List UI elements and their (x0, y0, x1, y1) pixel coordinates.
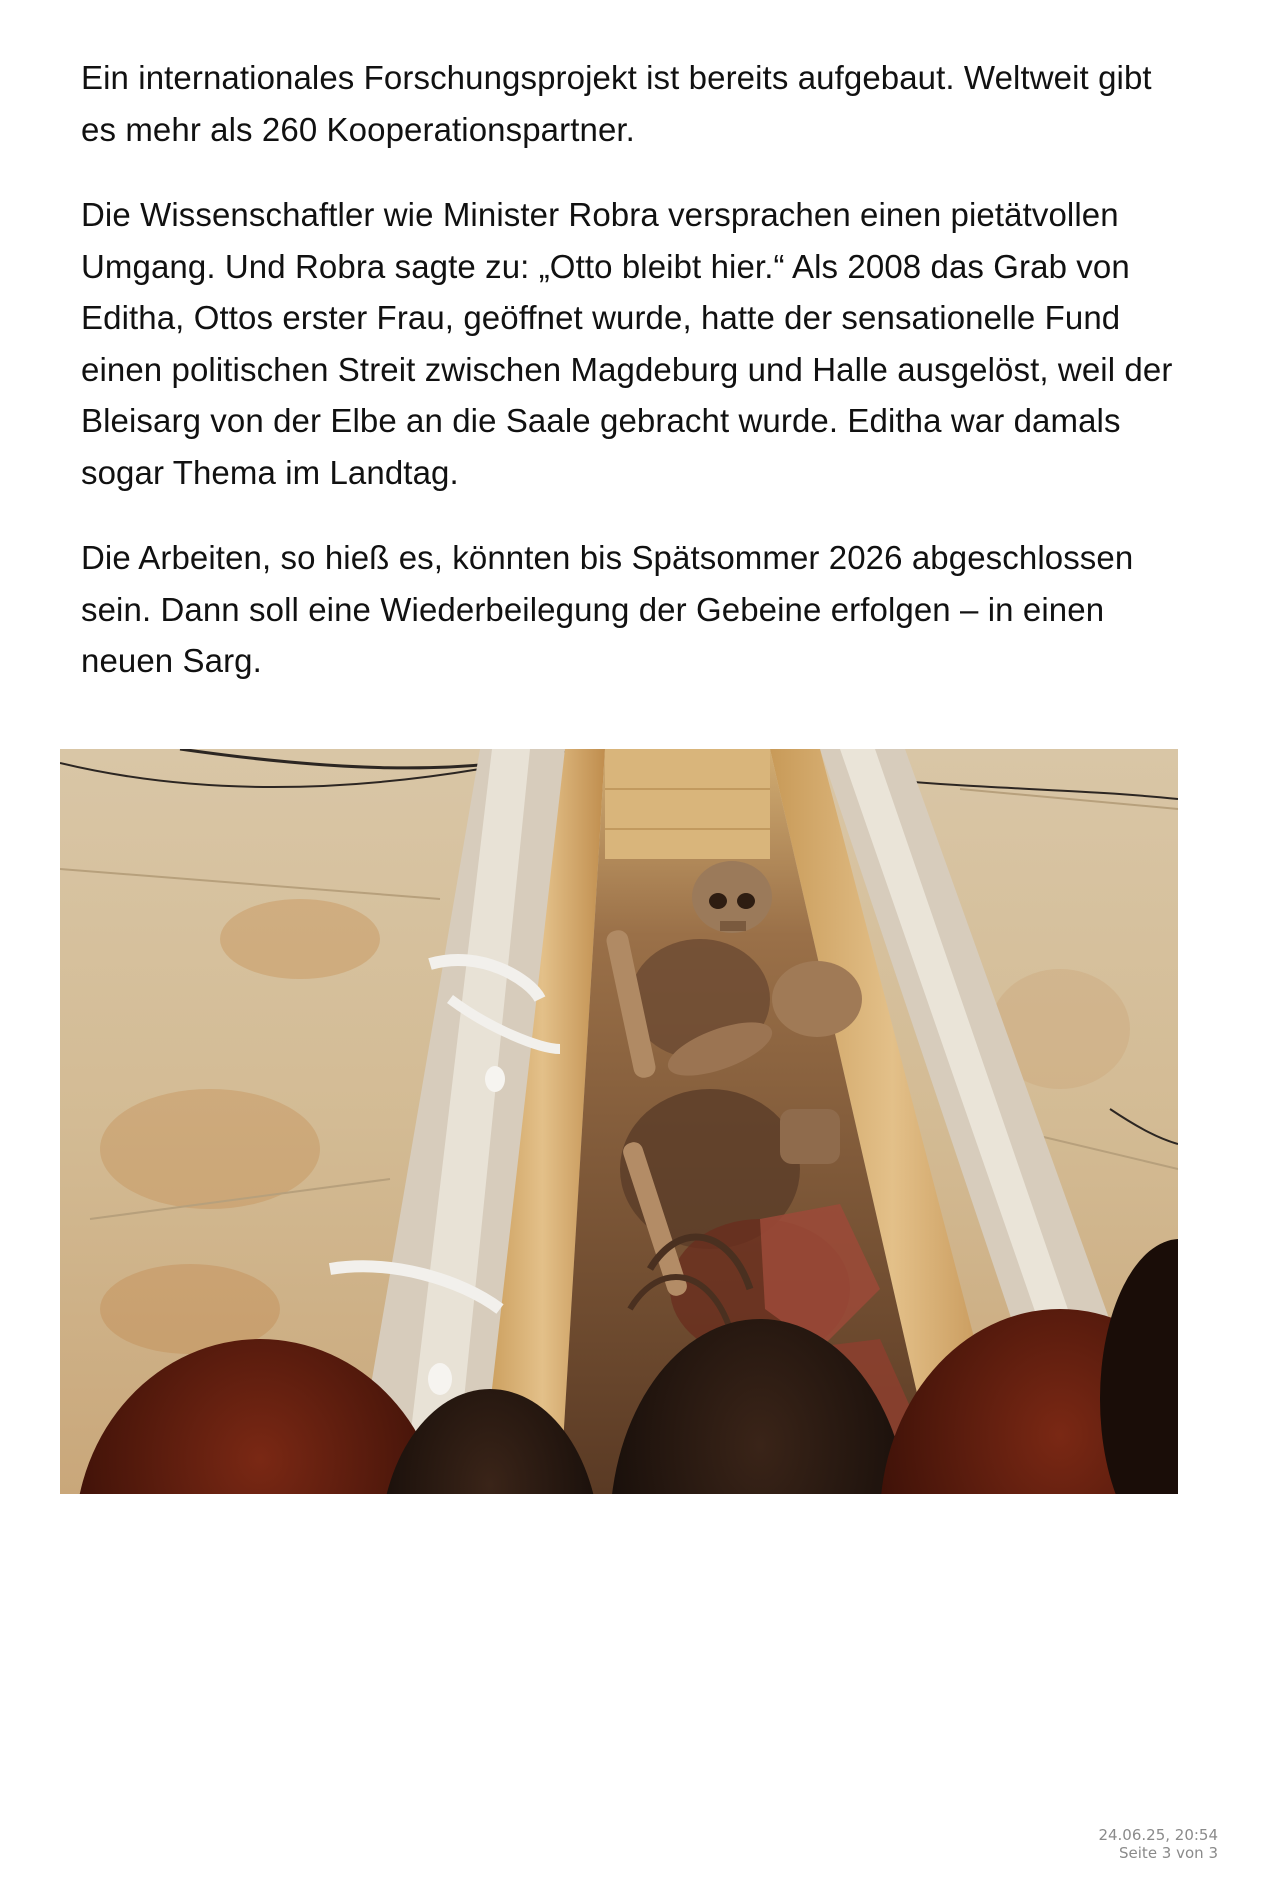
print-timestamp: 24.06.25, 20:54 (1098, 1826, 1218, 1844)
paragraph-2: Die Wissenschaftler wie Minister Robra versprachen einen pietätvollen Umgang. Und Robra sagte zu: „Otto bleibt hier.“ Als 2008 das Grab von Editha, Ottos erster Frau, geöffnet wurde, hatte der sensationelle Fund einen politischen Streit zwischen Magdeburg und Halle ausgelöst, weil der Bleisarg von der Elbe an die Saale gebracht wurde. Editha war damals sogar Thema im Landtag. (81, 196, 1173, 491)
page-footer (1098, 1826, 1218, 1862)
paragraph-3: Die Arbeiten, so hieß es, könnten bis Spätsommer 2026 abgeschlossen sein. Dann soll eine Wiederbeilegung der Gebeine erfolgen – in einen neuen Sarg. (81, 539, 1134, 679)
article-body (81, 52, 1191, 721)
coffin-photo-illustration (60, 749, 1178, 1494)
paragraph-1: Ein internationales Forschungsprojekt ist bereits aufgebaut. Weltweit gibt es mehr als 260 Kooperationspartner. (81, 59, 1152, 148)
article-photo (60, 749, 1178, 1494)
page-indicator: Seite 3 von 3 (1119, 1844, 1218, 1862)
